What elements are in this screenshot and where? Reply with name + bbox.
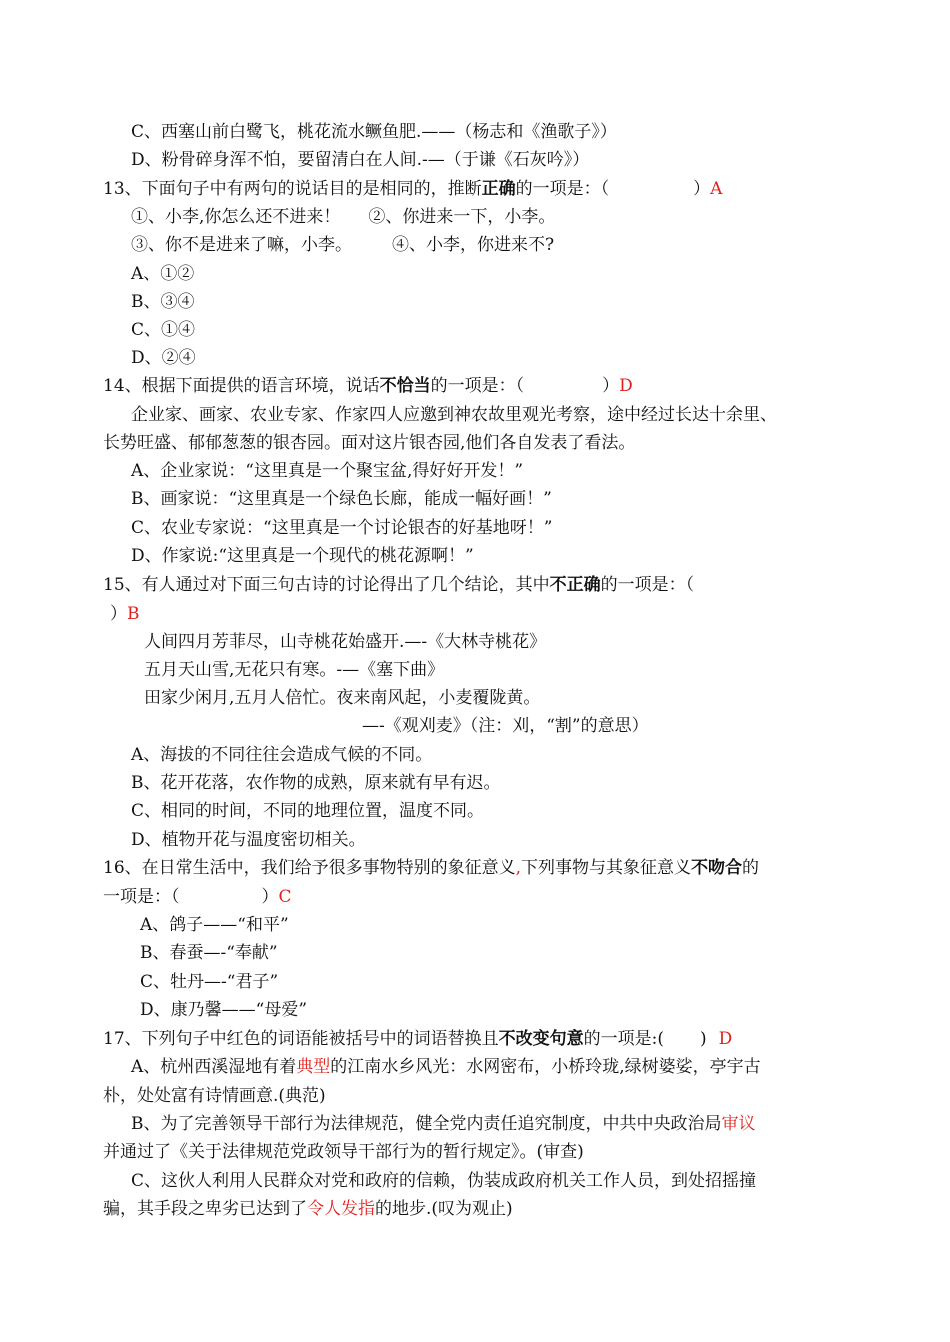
q17-option-b-text: B、为了完善领导干部行为法律规范，健全党内责任追究制度，中共中央政治局 [131,1114,722,1134]
q14-option-d: D、作家说:“这里真是一个现代的桃花源啊！” [131,546,474,566]
q16-stem-keyword: 不吻合 [691,858,743,878]
q14-stem [103,374,633,398]
q17-option-c-line2 [103,1197,513,1221]
q17-stem-text: 17、下列句子中红色的词语能被括号中的词语替换且 [103,1029,499,1049]
q13-sentence-2: ②、你进来一下，小李。 [368,207,556,227]
q17-stem-keyword: 不改变句意 [498,1029,584,1049]
q15-stem-text: 15、有人通过对下面三句古诗的讨论得出了几个结论，其中 [103,575,550,595]
q13-stem-text: 13、下面句子中有两句的说话目的是相同的，推断 [103,179,482,199]
q16-stem-text-line2: 一项是：（ [103,887,180,907]
q17-option-a-text: A、杭州西溪湿地有着 [131,1057,297,1077]
q14-stem-close: ） [602,376,620,396]
q15-stem-text-after: 的一项是：（ [600,575,695,595]
q13-sentences-row1 [131,205,555,229]
q17-option-b-line2: 并通过了《关于法律规范党政领导干部行为的暂行规定》。(审查) [103,1142,584,1162]
q16-stem-text-mid: 下列事物与其象征意义 [521,858,692,878]
q17-option-a-text-after: 的江南水乡风光：水网密布，小桥玲珑,绿树婆娑，亭宇古 [330,1057,761,1077]
q17-option-b-line1 [131,1112,756,1136]
q16-stem-text-after: 的 [742,858,760,878]
q14-option-c: C、农业专家说：“这里真是一个讨论银杏的好基地呀！” [131,518,553,538]
q13-option-a: A、①② [131,264,195,284]
q17-stem [103,1027,732,1051]
q16-option-c: C、牡丹—-“君子” [140,972,279,992]
q15-stem-line2 [110,602,140,626]
q15-option-a: A、海拔的不同往往会造成气候的不同。 [131,745,433,765]
q15-answer: B [127,604,140,624]
q17-option-c-highlight: 令人发指 [307,1199,375,1219]
q16-stem-close: ） [261,887,279,907]
q15-stem-keyword: 不正确 [549,575,601,595]
q13-option-b: B、③④ [131,292,195,312]
q13-sentence-3: ③、你不是进来了嘛，小李。 [131,235,352,255]
q16-answer: C [278,887,292,907]
q17-option-c-text: 骗，其手段之卑劣已达到了 [103,1199,307,1219]
q16-stem-comma: , [515,858,522,878]
q13-stem-text-after: 的一项是：（ [515,179,610,199]
q13-stem [103,177,722,201]
q17-option-b-highlight: 审议 [721,1114,756,1134]
q14-context-line2: 长势旺盛、郁郁葱葱的银杏园。面对这片银杏园,他们各自发表了看法。 [103,433,636,453]
q13-stem-keyword: 正确 [481,179,516,199]
q15-option-b: B、花开花落，农作物的成熟，原来就有早有迟。 [131,773,501,793]
q13-answer: A [710,179,723,199]
q12-option-c: C、西塞山前白鹭飞，桃花流水鳜鱼肥.——（杨志和《渔歌子》） [131,122,617,142]
q13-sentence-4: ④、小李，你进来不? [392,235,555,255]
q13-stem-close: ） [693,179,711,199]
q17-option-a-highlight: 典型 [296,1057,331,1077]
q15-stem-close: ） [110,604,127,624]
q16-stem-text: 16、在日常生活中，我们给予很多事物特别的象征意义 [103,858,516,878]
q16-option-d: D、康乃馨——“母爱” [140,1000,308,1020]
q15-option-c: C、相同的时间，不同的地理位置，温度不同。 [131,801,485,821]
q16-stem [103,856,759,880]
q16-stem-line2 [103,885,292,909]
q14-stem-text: 14、根据下面提供的语言环境，说话 [103,376,380,396]
q14-stem-text-after: 的一项是：（ [430,376,525,396]
q15-stem [103,573,694,597]
q15-option-d: D、植物开花与温度密切相关。 [131,830,366,850]
q14-option-a: A、企业家说：“这里真是一个聚宝盆,得好好开发！” [131,461,524,481]
q14-answer: D [619,376,633,396]
q14-context-line1: 企业家、画家、农业专家、作家四人应邀到神农故里观光考察，途中经过长达十余里、 [131,405,777,425]
q16-option-b: B、春蚕—-“奉献” [140,943,278,963]
q17-option-a-line1 [131,1055,761,1079]
q13-option-d: D、②④ [131,348,196,368]
q14-option-b: B、画家说：“这里真是一个绿色长廊，能成一幅好画！” [131,489,552,509]
q12-option-d: D、粉骨碎身浑不怕，要留清白在人间.-—（于谦《石灰吟》） [131,150,590,170]
q17-answer: D [718,1029,733,1049]
q17-option-c-text-after: 的地步.(叹为观止) [375,1199,513,1219]
q15-poem-3-source: —-《观刈麦》（注：刈，“割”的意思） [362,716,649,736]
q15-poem-3: 田家少闲月,五月人倍忙。夜来南风起，小麦覆陇黄。 [144,688,541,708]
q15-poem-1: 人间四月芳菲尽，山寺桃花始盛开.—-《大林寺桃花》 [144,632,547,652]
q16-option-a: A、鸽子——“和平” [140,915,289,935]
q17-stem-text-after: 的一项是:( [583,1029,665,1049]
q14-stem-keyword: 不恰当 [379,376,431,396]
q13-option-c: C、①④ [131,320,196,340]
q17-option-c-line1: C、这伙人利用人民群众对党和政府的信赖，伪装成政府机关工作人员，到处招摇撞 [131,1171,757,1191]
q17-stem-close: ) [700,1029,707,1049]
q17-option-a-line2: 朴，处处富有诗情画意.(典范) [103,1086,326,1106]
q15-poem-2: 五月天山雪,无花只有寒。-—《塞下曲》 [144,660,445,680]
q13-sentences-row2 [131,233,554,257]
q13-sentence-1: ①、小李,你怎么还不进来！ [131,207,341,227]
